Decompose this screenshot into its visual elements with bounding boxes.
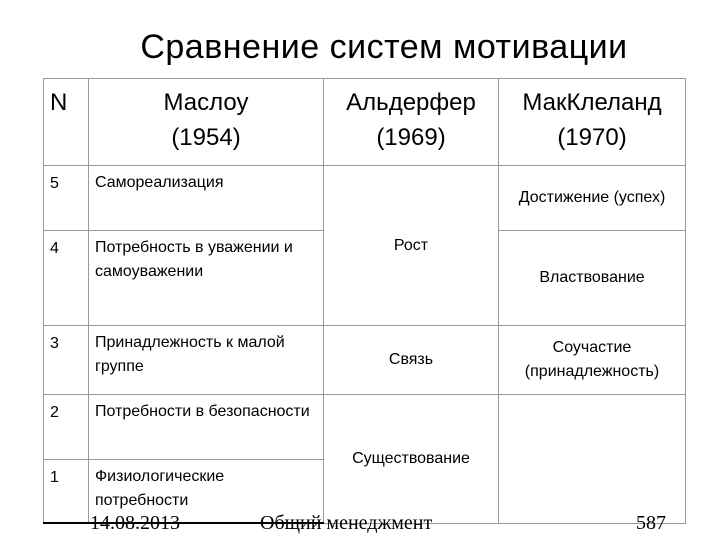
row-number: 3 bbox=[44, 326, 89, 395]
mcclelland-empty-cell bbox=[499, 395, 686, 524]
header-alderfer-year: (1969) bbox=[376, 124, 446, 151]
alderfer-existence: Существование bbox=[324, 395, 499, 524]
header-maslow bbox=[89, 79, 324, 166]
header-maslow-year: (1954) bbox=[171, 124, 241, 151]
header-alderfer bbox=[324, 79, 499, 166]
alderfer-relatedness: Связь bbox=[324, 326, 499, 395]
maslow-level: Самореализация bbox=[89, 166, 324, 231]
maslow-level: Физиологические потребности bbox=[89, 460, 324, 524]
alderfer-growth: Рост bbox=[324, 166, 499, 326]
motivation-comparison-table bbox=[43, 78, 686, 524]
slide-title: Сравнение систем мотивации bbox=[140, 28, 628, 66]
table-row bbox=[44, 395, 686, 460]
maslow-level: Потребности в безопасности bbox=[89, 395, 324, 460]
header-alderfer-name: Альдерфер bbox=[346, 89, 476, 116]
footer-date: 14.08.2013 bbox=[90, 512, 180, 534]
mcclelland-affiliation: Соучастие (принадлежность) bbox=[499, 326, 686, 395]
mcclelland-power: Властвование bbox=[499, 231, 686, 326]
table-row bbox=[44, 166, 686, 231]
row-number: 5 bbox=[44, 166, 89, 231]
table-header-row bbox=[44, 79, 686, 166]
mcclelland-achievement: Достижение (успех) bbox=[499, 166, 686, 231]
maslow-level: Принадлежность к малой группе bbox=[89, 326, 324, 395]
header-n: N bbox=[44, 79, 89, 166]
footer-course: Общий менеджмент bbox=[260, 512, 433, 534]
header-mcclelland bbox=[499, 79, 686, 166]
footer-page-number: 587 bbox=[636, 512, 666, 534]
header-mcclelland-year: (1970) bbox=[557, 124, 627, 151]
header-maslow-name: Маслоу bbox=[163, 89, 249, 116]
header-mcclelland-name: МакКлеланд bbox=[522, 89, 662, 116]
row-number: 4 bbox=[44, 231, 89, 326]
row-number: 1 bbox=[44, 460, 89, 524]
row-number: 2 bbox=[44, 395, 89, 460]
table-row bbox=[44, 326, 686, 395]
maslow-level: Потребность в уважении и самоуважении bbox=[89, 231, 324, 326]
